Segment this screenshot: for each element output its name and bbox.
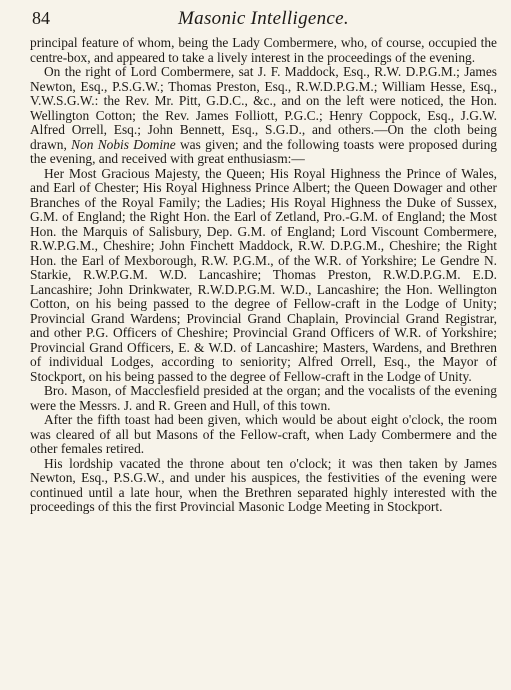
paragraph-close bbox=[30, 457, 497, 515]
paragraph-text: On the right of Lord Combermere, sat J. F. Maddock, Esq., R.W. D.P.G.M.; James Newton, Esq., P.S.G.W.; Thomas Preston, Esq., R.W.D.P.G.M.; William Hesse, Esq., V.W.S.G.W.: the Rev. Mr. Pitt, G.D.C., &c., and on the left were noticed, the Hon. Wellington Cotton; the Rev. James Folliott, P.G.C.; Henry Coppock, Esq., J.G.W. Alfred Orrell, Esq.; John Bennett, Esq., S.G.D., and others.—On the cloth being drawn, bbox=[30, 64, 497, 152]
running-head: Masonic Intelligence. bbox=[178, 8, 349, 29]
paragraph-continued bbox=[30, 36, 497, 65]
paragraph-text: Her Most Gracious Majesty, the Queen; His Royal Highness the Prince of Wales, and Earl of Chester; His Royal Highness Prince Albert; the Queen Dowager and other Branches of the Royal Family; the Ladies; His Royal Highness the Duke of Sussex, G.M. of England; the Right Hon. the Earl of Zetland, Pro.-G.M. of England; the Most Hon. the Marquis of Salisbury, Dep. G.M. of England; Lord Viscount Combermere, R.W.P.G.M., Cheshire; John Finchett Maddock, R.W. D.P.G.M., Cheshire; the Right Hon. the Earl of Mexborough, R.W. P.G.M., of the W.R. of Yorkshire; Le Gendre N. Starkie, R.W.P.G.M. W.D. Lancashire; Thomas Preston, R.W.D.P.G.M. E.D. Lancashire; John Drinkwater, R.W.D.P.G.M. W.D., Lancashire; the Hon. Wellington Cotton, on his being passed to the degree of Fellow-craft in the Lodge of Unity; Provincial Grand Wardens; Provincial Grand Chaplain, Provincial Grand Registrar, and other P.G. Officers of Cheshire; Provincial Grand Officers of W.R. of Yorkshire; Provincial Grand Officers, E. & W.D. of Lancashire; Masters, Wardens, and Brethren of individual Lodges, according to seniority; Alfred Orrell, Esq., the Mayor of Stockport, on his being passed to the degree of Fellow-craft in the Lodge of Unity. bbox=[30, 165, 497, 384]
article-body bbox=[30, 36, 497, 515]
paragraph-text: His lordship vacated the throne about ten o'clock; it was then taken by James Newton, Esq., P.S.G.W., and under his auspices, the festivities of the evening were continued until a late hour, when the Brethren separated highly interested with the proceedings of this the first Provincial Masonic Lodge Meeting in Stockport. bbox=[30, 455, 497, 514]
paragraph-text: was given; and the following toasts were proposed during the evening, and received with great enthusiasm:— bbox=[30, 136, 497, 166]
paragraph-text: Bro. Mason, of Macclesfield presided at the organ; and the vocalists of the evening were the Messrs. J. and R. Green and Hull, of this town. bbox=[30, 383, 497, 413]
page-number: 84 bbox=[32, 8, 50, 28]
paragraph-music bbox=[30, 384, 497, 413]
page-header bbox=[30, 6, 497, 36]
paragraph-guests bbox=[30, 65, 497, 167]
paragraph-text: principal feature of whom, being the Lady Combermere, who, of course, occupied the centre-box, and appeared to take a lively interest in the proceedings of the evening. bbox=[30, 35, 497, 65]
paragraph-toasts bbox=[30, 167, 497, 385]
paragraph-text: After the fifth toast had been given, which would be about eight o'clock, the room was cleared of all but Masons of the Fellow-craft, when Lady Combermere and the other females retired. bbox=[30, 412, 497, 456]
paragraph-fifth-toast bbox=[30, 413, 497, 457]
latin-phrase: Non Nobis Domine bbox=[71, 136, 176, 152]
